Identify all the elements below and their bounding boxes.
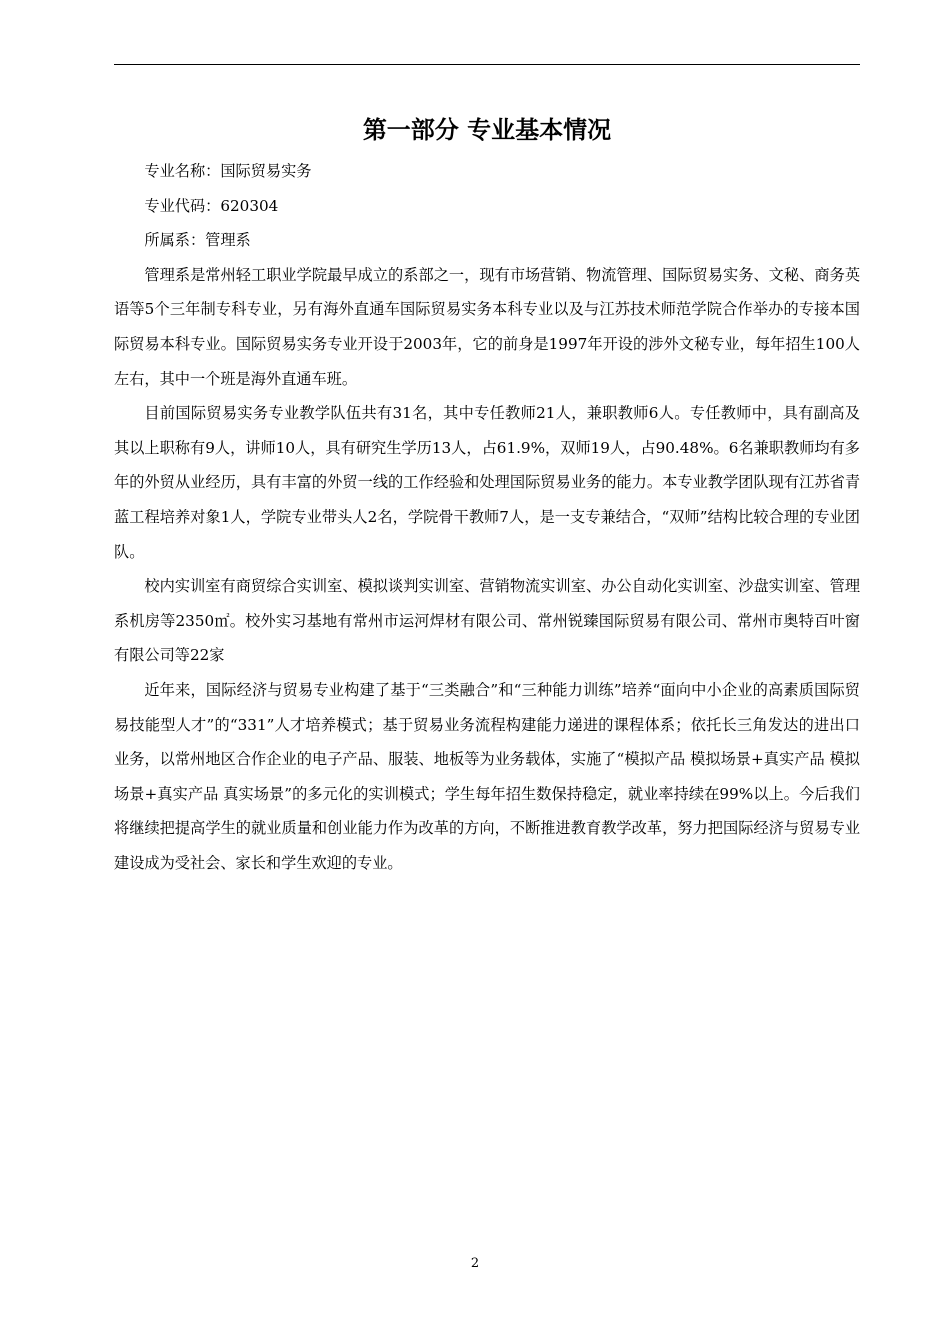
- header-rule: [114, 64, 860, 65]
- field-major-name: 专业名称：国际贸易实务: [144, 162, 312, 180]
- field-department: 所属系：管理系: [144, 231, 251, 250]
- document-body: [114, 154, 860, 880]
- field-major-code: 专业代码：620304: [144, 196, 279, 215]
- page-number: 2: [470, 1256, 480, 1271]
- paragraph-training-facilities: 校内实训室有商贸综合实训室、模拟谈判实训室、营销物流实训室、办公自动化实训室、沙盘实训室、管理系机房等2350㎡。校外实习基地有常州市运河焊材有限公司、常州锐臻国际贸易有限公司、常州市奥特百叶窗有限公司等22家: [114, 577, 860, 665]
- paragraph-teaching-staff: 目前国际贸易实务专业教学队伍共有31名，其中专任教师21人，兼职教师6人。专任教师中，具有副高及其以上职称有9人，讲师10人，具有研究生学历13人，占61.9%，双师19人，占90.48%。6名兼职教师均有多年的外贸从业经历，具有丰富的外贸一线的工作经验和处理国际贸易业务的能力。本专业教学团队现有江苏省青蓝工程培养对象1人，学院专业带头人2名，学院骨干教师7人，是一支专兼结合，“双师”结构比较合理的专业团队。: [114, 404, 860, 561]
- paragraph-recent-reforms: 近年来，国际经济与贸易专业构建了基于“三类融合”和“三种能力训练”培养“面向中小企业的高素质国际贸易技能型人才”的“331”人才培养模式；基于贸易业务流程构建能力递进的课程体系；依托长三角发达的进出口业务，以常州地区合作企业的电子产品、服装、地板等为业务载体，实施了“模拟产品 模拟场景+真实产品 模拟场景+真实产品 真实场景”的多元化的实训模式；学生每年招生数保持稳定，就业率持续在99%以上。今后我们将继续把提高学生的就业质量和创业能力作为改革的方向，不断推进教育教学改革，努力把国际经济与贸易专业建设成为受社会、家长和学生欢迎的专业。: [114, 680, 860, 872]
- section-title: 第一部分 专业基本情况: [362, 116, 612, 144]
- paragraph-department-overview: 管理系是常州轻工职业学院最早成立的系部之一，现有市场营销、物流管理、国际贸易实务、文秘、商务英语等5个三年制专科专业，另有海外直通车国际贸易实务本科专业以及与江苏技术师范学院合作举办的专接本国际贸易本科专业。国际贸易实务专业开设于2003年，它的前身是1997年开设的涉外文秘专业，每年招生100人左右，其中一个班是海外直通车班。: [114, 265, 860, 388]
